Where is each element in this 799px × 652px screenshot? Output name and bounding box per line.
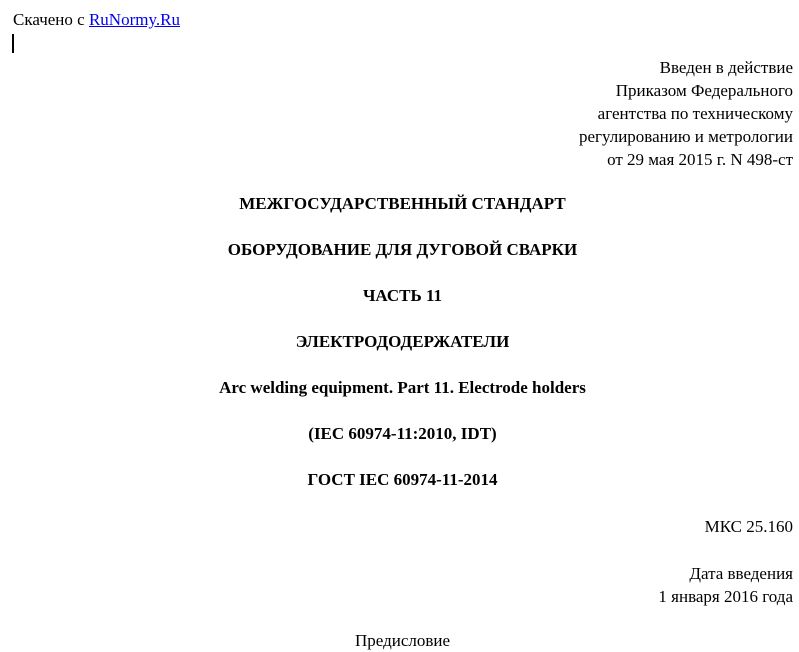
approval-line: Приказом Федерального: [615, 81, 793, 100]
runormy-link[interactable]: RuNormy.Ru: [88, 10, 180, 29]
approval-line: регулированию и метрологии: [578, 127, 793, 146]
standard-part-heading: ЧАСТЬ 11: [362, 286, 443, 305]
standard-type-heading: МЕЖГОСУДАРСТВЕННЫЙ СТАНДАРТ: [239, 194, 566, 213]
approval-line: от 29 мая 2015 г. N 498-ст: [607, 150, 793, 169]
text-cursor: [12, 34, 14, 53]
standard-name-heading: ЭЛЕКТРОДОДЕРЖАТЕЛИ: [295, 332, 510, 351]
standard-subject-heading: ОБОРУДОВАНИЕ ДЛЯ ДУГОВОЙ СВАРКИ: [227, 240, 578, 259]
english-title: Arc welding equipment. Part 11. Electrode holders: [219, 378, 586, 397]
intro-date-label: Дата введения: [689, 564, 793, 583]
approval-line: Введен в действие: [659, 58, 793, 77]
gost-number: ГОСТ IEC 60974-11-2014: [307, 470, 498, 489]
foreword-heading: Предисловие: [354, 631, 451, 650]
iec-reference: (IEC 60974-11:2010, IDT): [308, 424, 497, 443]
source-prefix: Скачено с: [13, 10, 89, 29]
approval-block: [579, 56, 793, 171]
intro-date-value: 1 января 2016 года: [658, 587, 793, 606]
approval-line: агентства по техническому: [597, 104, 793, 123]
mks-code: МКС 25.160: [704, 517, 793, 536]
source-line: [13, 9, 180, 31]
